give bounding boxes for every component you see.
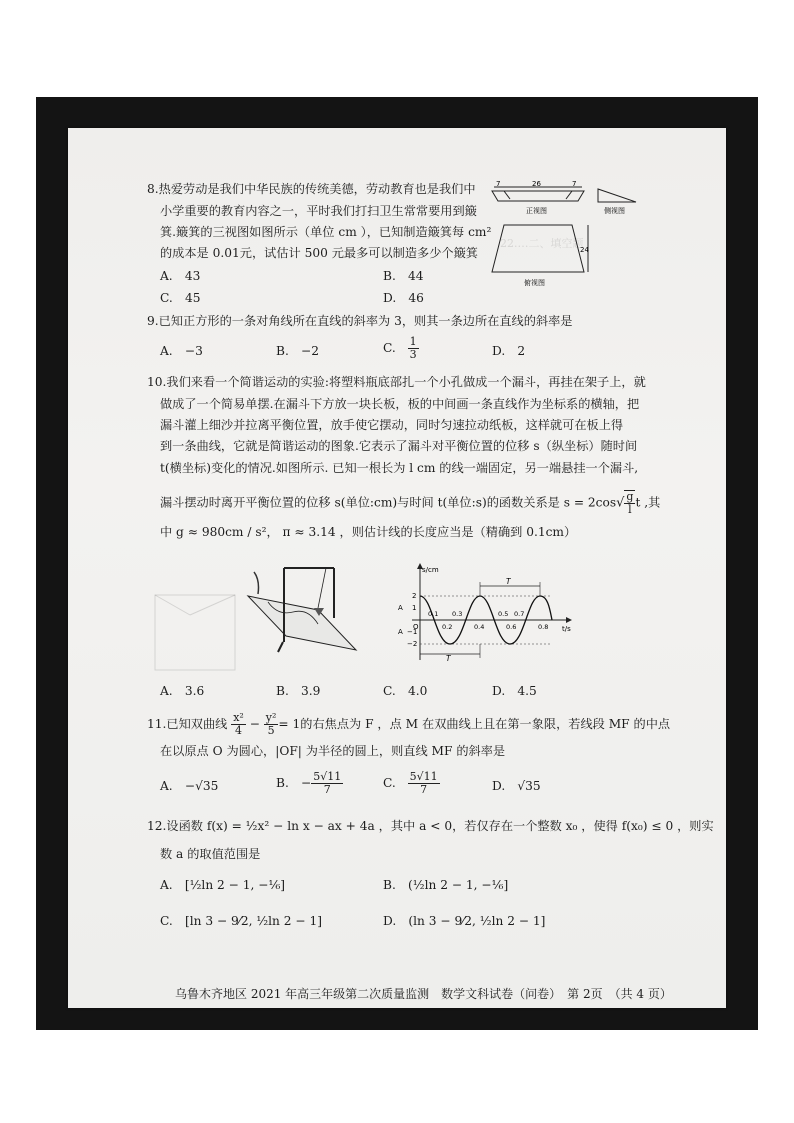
- q12-stem: 12.设函数 f(x) = ½x² − ln x − ax + 4a ，其中 a < 0，若仅存在一个整数 x₀ ，使得 f(x₀) ≤ 0 ，则实: [147, 819, 714, 833]
- q9-option-d[interactable]: D. 2: [492, 344, 526, 358]
- q8-option-a[interactable]: A. 43: [160, 269, 201, 283]
- q11-stem-a: 11.已知双曲线: [147, 717, 228, 731]
- bleed-through: 22.…二、填空题: [500, 237, 584, 250]
- q10-line5: t(横坐标)变化的情况.如图所示. 已知一根长为 l cm 的线一端固定，另一端悬挂一个漏斗,: [160, 461, 639, 475]
- dim-mid: 26: [532, 180, 541, 188]
- q10-option-d[interactable]: D. 4.5: [492, 684, 537, 698]
- q12-line2: 数 a 的取值范围是: [160, 847, 261, 861]
- q8-option-c[interactable]: C. 45: [160, 291, 201, 305]
- origin-label: O: [413, 623, 419, 631]
- q9-option-b[interactable]: B. −2: [276, 344, 319, 358]
- three-view-figure: [488, 177, 648, 292]
- front-view-label: 正视图: [526, 207, 547, 215]
- q10-line7: 中 g ≈ 980cm / s²， π ≈ 3.14 ，则估计线的长度应当是（精确到 0.1cm）: [160, 525, 577, 539]
- pendulum-illustration: [238, 558, 368, 668]
- q11-option-c[interactable]: [383, 771, 440, 796]
- q10-option-a[interactable]: A. 3.6: [160, 684, 205, 698]
- y-tick-2: 2: [412, 592, 417, 600]
- y-tick-1: 1: [412, 604, 417, 612]
- q10-line3: 漏斗灌上细沙并拉离平衡位置，放手使它摆动，同时匀速拉动纸板，这样就可在板上得: [160, 418, 624, 432]
- q9-c-den: 3: [409, 348, 417, 361]
- front-view-edge: [566, 191, 572, 199]
- x-tick-0.8: 0.8: [538, 623, 549, 631]
- side-view-label: 侧视图: [604, 207, 625, 215]
- q8-line2: 小学重要的教育内容之一，平时我们打扫卫生常常要用到簸: [160, 204, 477, 218]
- q10-line1: 10.我们来看一个简谐运动的实验:将塑料瓶底部扎一个小孔做成一个漏斗，再挂在架子上，就: [147, 375, 646, 389]
- page-footer: 乌鲁木齐地区 2021 年高三年级第二次质量监测 数学文科试卷（问卷） 第 2页 （共 4 页）: [175, 987, 672, 1001]
- side-view-shape: [598, 189, 636, 202]
- q10-option-c[interactable]: C. 4.0: [383, 684, 428, 698]
- x-tick-0.2: 0.2: [442, 623, 453, 631]
- string: [318, 568, 326, 608]
- q11-option-b[interactable]: [276, 771, 343, 796]
- q9-option-a[interactable]: A. −3: [160, 344, 203, 358]
- q9-stem: 9.已知正方形的一条对角线所在直线的斜率为 3，则其一条边所在直线的斜率是: [147, 314, 573, 328]
- period-label-top: T: [506, 577, 511, 586]
- top-view-label: 俯视图: [524, 279, 545, 287]
- q12-option-d[interactable]: D. (ln 3 − 9⁄2, ½ln 2 − 1]: [383, 914, 546, 928]
- q9-c-label: C.: [383, 341, 396, 355]
- board: [248, 596, 356, 650]
- q11-option-a[interactable]: A. −√35: [160, 779, 219, 793]
- dim-left: 7: [496, 180, 501, 188]
- x-tick-0.3: 0.3: [452, 610, 463, 618]
- y-tick-neg2: −2: [407, 640, 418, 648]
- x-tick-0.4: 0.4: [474, 623, 485, 631]
- q11-stem-b: = 1的右焦点为 F ，点 M 在双曲线上且在第一象限，若线段 MF 的中点: [278, 717, 671, 731]
- q11-line2: 在以原点 O 为圆心，|OF| 为半径的圆上，则直线 MF 的斜率是: [160, 744, 506, 758]
- stand-foot: [278, 642, 283, 652]
- q10-line6-a: 漏斗摆动时离开平衡位置的位移 s(单位:cm)与时间 t(单位:s)的函数关系是 s = 2cos: [160, 495, 617, 510]
- q8-line1: 8.热爱劳动是我们中华民族的传统美德，劳动教育也是我们中: [147, 182, 476, 196]
- amplitude-label-top: A: [398, 604, 403, 612]
- q11-c-num: 5√11: [409, 770, 438, 783]
- y-axis-label: s/cm: [422, 566, 439, 574]
- q8-line4: 的成本是 0.01元，试估计 500 元最多可以制造多少个簸箕: [160, 246, 478, 260]
- sine-graph: [392, 560, 582, 665]
- q9-option-c[interactable]: [383, 336, 419, 361]
- q11-b-label: B. −: [276, 776, 312, 790]
- x-tick-0.6: 0.6: [506, 623, 517, 631]
- q11-c-den: 7: [420, 783, 428, 796]
- x-tick-0.1: 0.1: [428, 610, 439, 618]
- q10-line6-b: t ,其: [635, 495, 661, 510]
- q8-option-b[interactable]: B. 44: [383, 269, 424, 283]
- top-view-shape: [492, 225, 584, 272]
- dim-depth: 24: [580, 246, 589, 254]
- q9-c-num: 1: [409, 335, 417, 348]
- q11-option-d[interactable]: D. √35: [492, 779, 541, 793]
- x-tick-0.7: 0.7: [514, 610, 525, 618]
- q8-line3: 箕.簸箕的三视图如图所示（单位 cm ），已知制造簸箕每 cm²: [160, 225, 492, 239]
- q10-line2: 做成了一个简易单摆.在漏斗下方放一块长板，板的中间画一条直线作为坐标系的横轴，把: [160, 397, 640, 411]
- dim-right: 7: [572, 180, 577, 188]
- q11-b-num: 5√11: [313, 770, 342, 783]
- q11-b-den: 7: [323, 783, 331, 796]
- q10-line6: 漏斗摆动时离开平衡位置的位移 s(单位:cm)与时间 t(单位:s)的函数关系是 s = 2cos√ $\frac{g}{l}$ t ,其: [160, 490, 661, 516]
- y-tick-neg1: −1: [407, 628, 418, 636]
- period-label-bottom: T: [446, 654, 451, 663]
- bleed-through-figure: [150, 590, 250, 683]
- q10-option-b[interactable]: B. 3.9: [276, 684, 321, 698]
- amplitude-label-bottom: A: [398, 628, 403, 636]
- q11-line1: 11.已知双曲线 $\frac{\text{x²}}{4}$ − $\frac{\text{y²}}{5}$ = 1的右焦点为 F ，点 M 在双曲线上且在第一象限，若线段 MF 的中点: [147, 711, 671, 737]
- q12-option-c[interactable]: C. [ln 3 − 9⁄2, ½ln 2 − 1]: [160, 914, 322, 928]
- q12-option-b[interactable]: B. (½ln 2 − 1, −⅙]: [383, 878, 509, 892]
- q10-line4: 到一条曲线，它就是简谐运动的图象.它表示了漏斗对平衡位置的位移 s（纵坐标）随时间: [160, 439, 638, 453]
- front-view-shape: [492, 191, 584, 201]
- x-tick-0.5: 0.5: [498, 610, 509, 618]
- front-view-edge: [504, 191, 510, 199]
- hand: [254, 572, 259, 594]
- q11-c-label: C.: [383, 776, 396, 790]
- q8-option-d[interactable]: D. 46: [383, 291, 424, 305]
- q12-option-a[interactable]: A. [½ln 2 − 1, −⅙]: [160, 878, 286, 892]
- x-axis-label: t/s: [562, 625, 571, 633]
